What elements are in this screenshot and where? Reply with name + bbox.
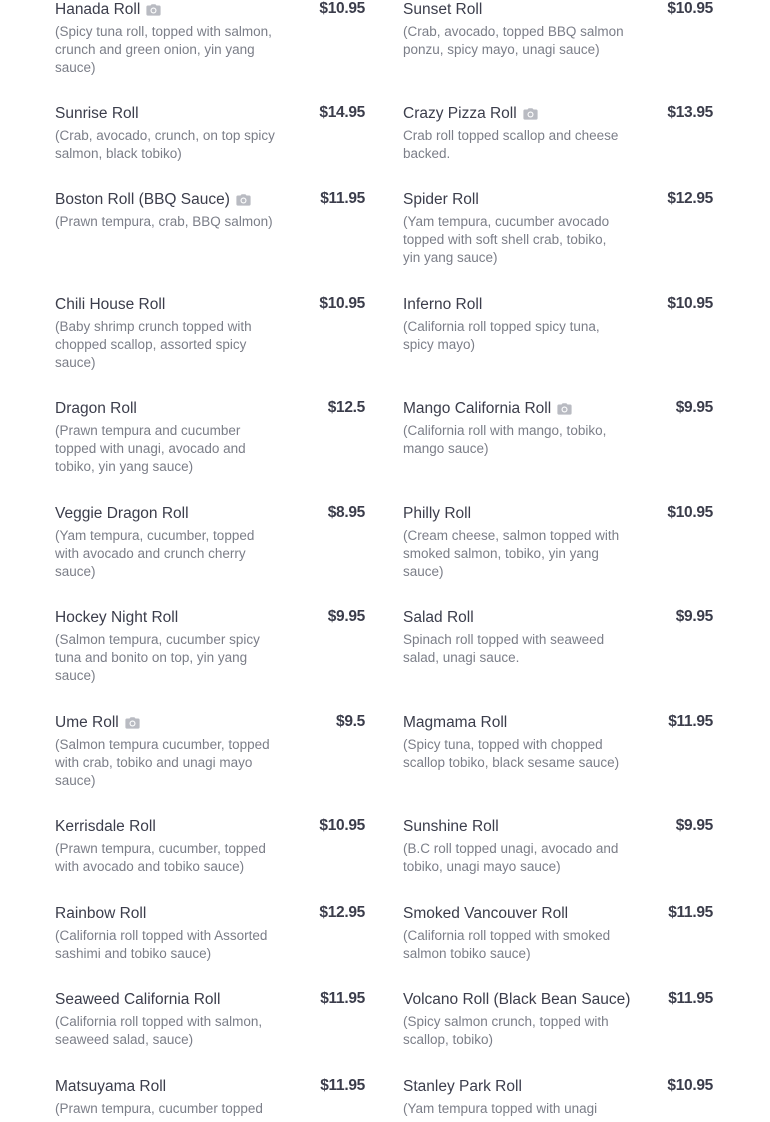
menu-item[interactable]: [55, 904, 365, 963]
menu-item-name: Volcano Roll (Black Bean Sauce): [403, 991, 631, 1008]
menu-item-name: Smoked Vancouver Roll: [403, 905, 569, 922]
camera-icon[interactable]: [557, 403, 572, 415]
menu-item-price: $11.95: [668, 713, 713, 730]
camera-icon[interactable]: [146, 4, 161, 16]
menu-item-price: $11.95: [668, 904, 713, 921]
menu-item-description: (Salmon tempura, cucumber spicy tuna and bonito on top, yin yang sauce): [55, 632, 260, 684]
menu-item[interactable]: [55, 1077, 365, 1118]
menu-item-price: $10.95: [319, 295, 365, 312]
menu-item[interactable]: [55, 104, 365, 163]
menu-item-name-row: [55, 1077, 365, 1097]
menu-item-name: Sunrise Roll: [55, 105, 139, 122]
menu-item-description: (Prawn tempura, cucumber topped: [55, 1101, 263, 1116]
menu-item-price: $9.5: [336, 713, 365, 730]
menu-item-name: Magmama Roll: [403, 714, 508, 731]
menu-item-price: $12.95: [667, 190, 713, 207]
menu-item[interactable]: [55, 295, 365, 373]
menu-item-name: Sunshine Roll: [403, 818, 499, 835]
menu-item-name: Mango California Roll: [403, 400, 552, 417]
menu-item-price: $10.95: [667, 504, 713, 521]
menu-item-description: (California roll with mango, tobiko, mango sauce): [403, 423, 607, 457]
menu-item[interactable]: [403, 399, 713, 458]
menu-item-name: Seaweed California Roll: [55, 991, 221, 1008]
menu-item-name-row: [403, 399, 713, 419]
menu-item-name-row: [55, 713, 365, 733]
menu-item[interactable]: [55, 190, 365, 231]
menu-item-description: (Prawn tempura, crab, BBQ salmon): [55, 214, 273, 229]
menu-item[interactable]: [55, 399, 365, 477]
menu-item[interactable]: [55, 504, 365, 582]
menu-item-description: (California roll topped with Assorted sashimi and tobiko sauce): [55, 928, 268, 962]
menu-item-name: Rainbow Roll: [55, 905, 147, 922]
menu-item[interactable]: [403, 0, 713, 59]
menu-item[interactable]: [403, 817, 713, 876]
menu-item[interactable]: [403, 990, 713, 1049]
menu-item-name: Matsuyama Roll: [55, 1078, 167, 1095]
menu-item-description: (Baby shrimp crunch topped with chopped scallop, assorted spicy sauce): [55, 319, 252, 371]
menu-item-description: Crab roll topped scallop and cheese backed.: [403, 128, 619, 162]
menu-item-price: $13.95: [667, 104, 713, 121]
menu-item-name-row: [403, 817, 713, 837]
menu-item-description: (Spicy tuna, topped with chopped scallop tobiko, black sesame sauce): [403, 737, 620, 771]
menu-item-price: $10.95: [667, 1077, 713, 1094]
menu-item-name: Chili House Roll: [55, 296, 166, 313]
menu-item-description: (California roll topped with salmon, seaweed salad, sauce): [55, 1014, 263, 1048]
menu-item-price: $9.95: [675, 399, 713, 416]
menu-item-price: $11.95: [668, 990, 713, 1007]
menu-item-name: Crazy Pizza Roll: [403, 105, 517, 122]
menu-item-price: $11.95: [320, 1077, 365, 1094]
menu-item-description: (California roll topped spicy tuna, spicy mayo): [403, 319, 600, 353]
menu-item-price: $14.95: [319, 104, 365, 121]
menu-item-description: (Spicy salmon crunch, topped with scallop, tobiko): [403, 1014, 609, 1048]
menu-item-name-row: [55, 504, 365, 524]
menu-item-description: (Salmon tempura cucumber, topped with crab, tobiko and unagi mayo sauce): [55, 737, 270, 789]
menu-item[interactable]: [55, 608, 365, 686]
menu-item-price: $10.95: [319, 0, 365, 17]
menu-item-name: Philly Roll: [403, 505, 472, 522]
menu-item-description: (Spicy tuna roll, topped with salmon, crunch and green onion, yin yang sauce): [55, 24, 272, 76]
menu-item-description: (B.C roll topped unagi, avocado and tobiko, unagi mayo sauce): [403, 841, 619, 875]
menu-item-name: Kerrisdale Roll: [55, 818, 156, 835]
camera-icon[interactable]: [523, 108, 538, 120]
menu-item-name: Spider Roll: [403, 191, 479, 208]
menu-item-price: $8.95: [327, 504, 365, 521]
menu-item-description: Spinach roll topped with seaweed salad, unagi sauce.: [403, 632, 605, 666]
menu-item-name: Dragon Roll: [55, 400, 137, 417]
menu-item-price: $9.95: [675, 817, 713, 834]
menu-item[interactable]: [55, 713, 365, 791]
menu-item[interactable]: [55, 817, 365, 876]
menu-item-name-row: [55, 190, 365, 210]
menu-item-price: $12.5: [327, 399, 365, 416]
menu-item[interactable]: [403, 1077, 713, 1118]
menu-item[interactable]: [403, 904, 713, 963]
menu-item[interactable]: [403, 190, 713, 268]
menu-item-name: Hockey Night Roll: [55, 609, 179, 626]
menu-item-price: $12.95: [319, 904, 365, 921]
menu-item-name: Stanley Park Roll: [403, 1078, 522, 1095]
menu-item-name-row: [55, 608, 365, 628]
menu-item-name-row: [55, 990, 365, 1010]
menu-item-name: Hanada Roll: [55, 1, 141, 18]
menu-item[interactable]: [55, 0, 365, 78]
camera-icon[interactable]: [236, 194, 251, 206]
menu-item-description: (Prawn tempura, cucumber, topped with avocado and tobiko sauce): [55, 841, 266, 875]
menu-item-description: (Yam tempura, cucumber avocado topped with soft shell crab, tobiko, yin yang sauce): [403, 214, 610, 266]
menu-item[interactable]: [403, 104, 713, 163]
menu-item-name: Ume Roll: [55, 714, 119, 731]
menu-item-name-row: [403, 713, 713, 733]
menu-item[interactable]: [403, 608, 713, 667]
menu-item-description: (Cream cheese, salmon topped with smoked salmon, tobiko, yin yang sauce): [403, 528, 620, 580]
menu-item[interactable]: [55, 990, 365, 1049]
menu-item-name: Veggie Dragon Roll: [55, 505, 189, 522]
menu-item-price: $10.95: [667, 0, 713, 17]
menu-item-name-row: [403, 608, 713, 628]
menu-item-name-row: [403, 990, 713, 1010]
menu-item-description: (Yam tempura topped with unagi: [403, 1101, 598, 1116]
menu-item[interactable]: [403, 713, 713, 772]
menu-item-price: $9.95: [675, 608, 713, 625]
menu-item-description: (California roll topped with smoked salmon tobiko sauce): [403, 928, 611, 962]
menu-item-name-row: [55, 399, 365, 419]
menu-item-description: (Crab, avocado, crunch, on top spicy salmon, black tobiko): [55, 128, 275, 162]
menu-item-description: (Prawn tempura and cucumber topped with unagi, avocado and tobiko, yin yang sauce): [55, 423, 246, 475]
menu-item-name: Inferno Roll: [403, 296, 483, 313]
menu-item-price: $9.95: [327, 608, 365, 625]
menu-item-name: Salad Roll: [403, 609, 474, 626]
menu-item-price: $10.95: [667, 295, 713, 312]
menu-item-description: (Yam tempura, cucumber, topped with avocado and crunch cherry sauce): [55, 528, 255, 580]
menu-item-price: $11.95: [320, 190, 365, 207]
camera-icon[interactable]: [125, 717, 140, 729]
menu-item-name: Boston Roll (BBQ Sauce): [55, 191, 230, 208]
menu-item-price: $10.95: [319, 817, 365, 834]
menu-item-name-row: [403, 904, 713, 924]
menu-item[interactable]: [403, 504, 713, 582]
menu-item[interactable]: [403, 295, 713, 354]
menu-item-name: Sunset Roll: [403, 1, 483, 18]
menu-item-price: $11.95: [320, 990, 365, 1007]
menu-item-description: (Crab, avocado, topped BBQ salmon ponzu, spicy mayo, unagi sauce): [403, 24, 624, 58]
